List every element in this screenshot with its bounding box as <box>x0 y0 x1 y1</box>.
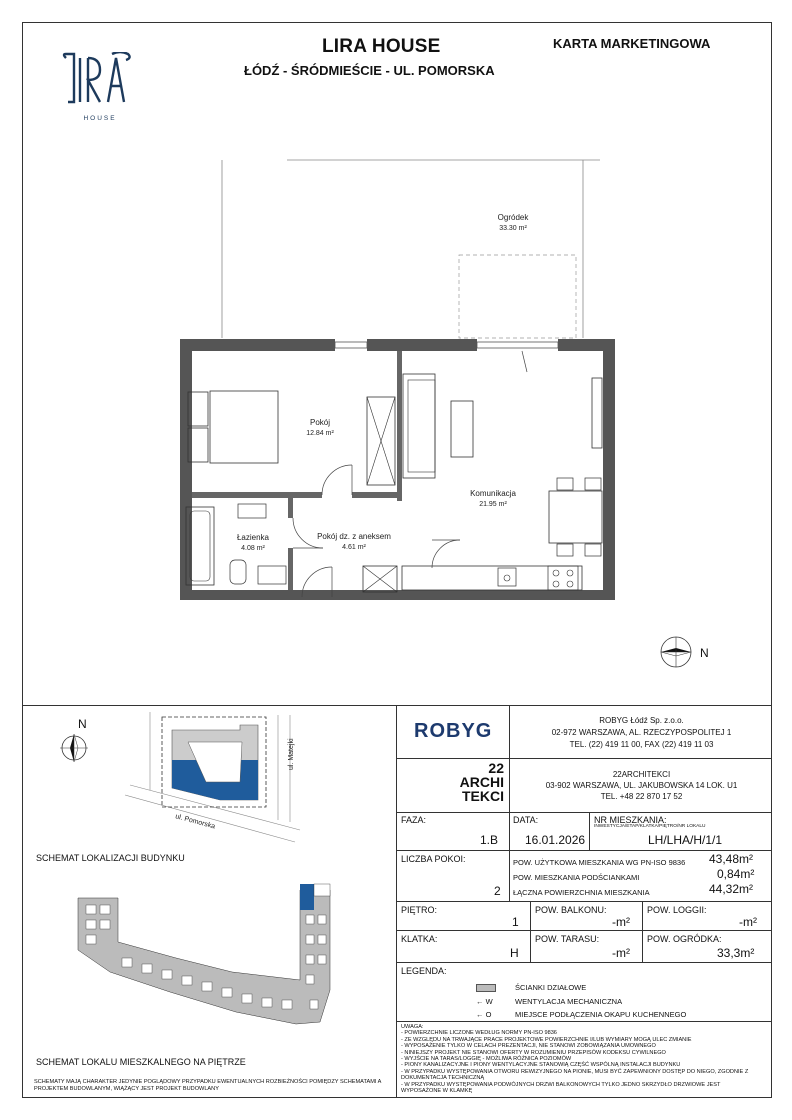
note-line: WYPOSAŻONE W KLAMKĘ <box>401 1088 473 1095</box>
disclaimer-line2: PROJEKTEM BUDOWLANYM, WIĄŻĄCY JEST PROJEKT BUDOWLANY <box>34 1086 219 1092</box>
floor-caption: SCHEMAT LOKALU MIESZKALNEGO NA PIĘTRZE <box>36 1057 246 1067</box>
card-title: KARTA MARKETINGOWA <box>553 36 711 51</box>
table-line-6 <box>396 962 772 963</box>
table-line-2 <box>396 812 772 813</box>
table-vline-col3 <box>642 901 643 962</box>
architect-logo-line3: TEKCI <box>462 788 504 804</box>
note-line: - PIONY KANALIZACYJNE I PIONY WENTYLACYJNE STANOWIĄ CZĘŚĆ WSPÓLNĄ INSTALACJI BUDYNKU <box>401 1062 681 1069</box>
table-vline-pokoi <box>509 850 510 901</box>
faza-value: 1.B <box>480 833 499 847</box>
legend-label: LEGENDA: <box>401 966 447 976</box>
legend-item-o-symbol: ← O <box>476 1010 492 1019</box>
klatka-label: KLATKA: <box>401 934 438 944</box>
architect-logo <box>448 761 504 803</box>
pietro-value: 1 <box>512 915 519 929</box>
street-pomorska: ul. Pomorska <box>174 813 216 831</box>
pokoje-label: LICZBA POKOI: <box>401 854 466 864</box>
disclaimer-line1: SCHEMATY MAJĄ CHARAKTER JEDYNIE POGLĄDOWY PRZYPADKU EWENTUALNYCH ROZBIEŻNOŚCI POMIĘDZY SCHEMATAMI A <box>34 1079 382 1085</box>
legend-o-letter: O <box>485 1010 492 1019</box>
taras-label: POW. TARASU: <box>535 934 600 944</box>
faza-label: FAZA: <box>401 815 427 825</box>
room-name-komunikacja: Komunikacja <box>470 489 516 498</box>
table-line-3 <box>396 850 772 851</box>
note-line: - NINIEJSZY PROJEKT NIE STANOWI OFERTY W ROZUMIENIU PRZEPISÓW KODEKSU CYWILNEGO <box>401 1049 666 1056</box>
room-area-pokoj: 12.84 m² <box>306 430 334 437</box>
room-name-pokoj-dz: Pokój dz. z aneksem <box>317 532 391 541</box>
building-caption: SCHEMAT LOKALIZACJI BUDYNKU <box>36 853 185 863</box>
pow-uzytkowa-value: 43,48m² <box>709 852 754 866</box>
notes-title: UWAGA: <box>401 1024 424 1030</box>
table-vline-col2 <box>530 901 531 962</box>
balkon-label: POW. BALKONU: <box>535 905 607 915</box>
architect-phone: TEL. +48 22 870 17 52 <box>600 792 683 801</box>
table-line-4 <box>396 901 772 902</box>
location-north-label: N <box>78 717 87 731</box>
street-matejki: ul. Matejki <box>288 738 295 770</box>
loggia-value: -m² <box>739 915 757 929</box>
pokoje-value: 2 <box>494 884 501 898</box>
architect-address: 03-902 WARSZAWA, UL. JAKUBOWSKA 14 LOK. U1 <box>545 781 738 790</box>
nr-value: LH/LHA/H/1/1 <box>648 833 723 847</box>
legend-item-walls: ŚCIANKI DZIAŁOWE <box>515 983 587 992</box>
klatka-value: H <box>510 946 519 960</box>
taras-value: -m² <box>612 946 630 960</box>
robyg-logo: ROBYG <box>414 720 493 742</box>
table-vline-fazy <box>589 812 590 850</box>
architect-logo-line1: 22 <box>488 760 504 776</box>
room-area-lazienka: 4.08 m² <box>241 545 265 552</box>
room-name-lazienka: Łazienka <box>236 533 270 542</box>
note-line: - POWIERZCHNIE LICZONE WEDŁUG NORMY PN-ISO 9836 <box>401 1030 557 1037</box>
legend-w-letter: W <box>485 997 493 1006</box>
note-line: - ZE WZGLĘDU NA TRWAJĄCE PRACE PROJEKTOWE POWIERZCHNIE I/LUB WYMIARY MOGĄ ULEC ZMIANIE <box>401 1036 692 1043</box>
pietro-label: PIĘTRO: <box>401 905 438 915</box>
plan-north-label: N <box>700 646 709 660</box>
balkon-value: -m² <box>612 915 630 929</box>
logo-sub-text: HOUSE <box>83 115 117 122</box>
notes-block <box>401 1024 769 1094</box>
note-line: - WYPOSAŻENIE TYLKO W CELACH PREZENTACJI, NIE STANOWI ZOBOWIĄZANIA UMOWNEGO <box>401 1043 656 1050</box>
developer-name: ROBYG Łódź Sp. z.o.o. <box>599 716 684 725</box>
data-label: DATA: <box>513 815 539 825</box>
location-map <box>40 712 380 852</box>
note-line: - WYJŚCIE NA TARAS/LOGGIĘ - MOŻLIWA RÓŻNICA POZIOMÓW <box>401 1056 572 1063</box>
developer-address: 02-972 WARSZAWA, AL. RZECZYPOSPOLITEJ 1 <box>551 728 732 737</box>
note-line: DOKUMENTACJA TECHNICZNĄ <box>401 1075 485 1082</box>
note-line: - W PRZYPADKU WYSTĘPOWANIA OTWORU REWIZYJNEGO NA PIONIE, MUSI BYĆ ZAPEWNIONY DOSTĘP DO NIEGO, ZGODNIE Z <box>401 1068 749 1075</box>
floor-plan <box>170 158 630 608</box>
table-line-1 <box>396 758 772 759</box>
loggia-label: POW. LOGGII: <box>647 905 707 915</box>
pow-podsc-label: POW. MIESZKANIA PODŚCIANKAMI <box>513 873 640 882</box>
room-name-pokoj: Pokój <box>309 418 331 427</box>
legend-wall-swatch <box>476 984 496 992</box>
pow-laczna-label: ŁĄCZNA POWIERZCHNIA MIESZKANIA <box>513 888 650 897</box>
nr-sub-label: INWESTYCJA/ETAP/KLATKA/PIĘTRO/NR LOKALU <box>594 824 706 829</box>
developer-phone: TEL. (22) 419 11 00, FAX (22) 419 11 03 <box>569 740 714 749</box>
nr-label: NR MIESZKANIA: <box>594 815 667 825</box>
project-title: LIRA HOUSE <box>322 36 441 57</box>
pow-podsc-value: 0,84m² <box>717 867 755 881</box>
room-name-garden: Ogródek <box>497 213 529 222</box>
legend-item-w: WENTYLACJA MECHANICZNA <box>515 997 623 1006</box>
plan-compass <box>656 634 718 674</box>
table-line-5 <box>396 930 772 931</box>
note-line: - W PRZYPADKU WYSTĘPOWANIA PODWÓJNYCH DRZWI BALKONOWYCH TYLKO JEDNO SKRZYDŁO DRZWIOWE JEST <box>401 1081 721 1088</box>
bottom-divider <box>22 705 772 706</box>
legend-item-w-symbol: ← W <box>476 997 493 1006</box>
pow-laczna-value: 44,32m² <box>709 882 754 896</box>
ogrodek-label: POW. OGRÓDKA: <box>647 934 722 944</box>
legend-item-o: MIEJSCE PODŁĄCZENIA OKAPU KUCHENNEGO <box>515 1010 687 1019</box>
room-area-garden: 33.30 m² <box>499 225 527 232</box>
lira-house-logo <box>60 52 140 130</box>
pow-uzytkowa-label: POW. UŻYTKOWA MIESZKANIA WG PN-ISO 9836 <box>513 858 686 867</box>
architect-name: 22ARCHITEKCI <box>612 770 671 779</box>
floor-schema <box>70 880 350 1030</box>
room-area-komunikacja: 21.95 m² <box>479 501 507 508</box>
project-subtitle: ŁÓDŹ - ŚRÓDMIEŚCIE - UL. POMORSKA <box>244 63 495 78</box>
ogrodek-value: 33,3m² <box>717 946 755 960</box>
table-vline-logo <box>509 705 510 850</box>
table-line-7 <box>396 1021 772 1022</box>
room-area-pokoj-dz: 4.61 m² <box>342 544 366 551</box>
architect-logo-line2: ARCHI <box>459 774 504 790</box>
data-value: 16.01.2026 <box>525 833 586 847</box>
